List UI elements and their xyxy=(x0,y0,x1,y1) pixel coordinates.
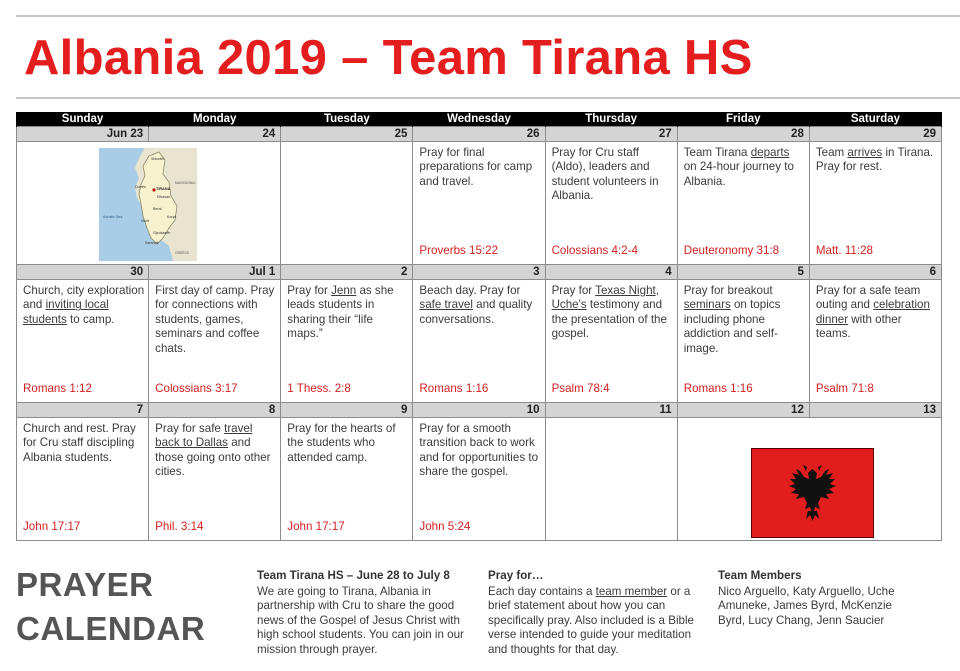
weekday-header: Saturday xyxy=(809,112,941,127)
date-label: 6 xyxy=(809,265,941,280)
prayer-text: Beach day. Pray for safe travel and quality conversations. xyxy=(419,284,533,326)
map-label: Korçë xyxy=(167,215,177,219)
map-label: TIRANA xyxy=(156,187,171,191)
prayer-text: Pray for Cru staff (Aldo), leaders and student volunteers in Albania. xyxy=(551,146,659,203)
prayer-text: Pray for safe travel back to Dallas and those going onto other cities. xyxy=(155,422,271,479)
weekday-header-row xyxy=(17,112,942,127)
date-label: 28 xyxy=(677,127,809,142)
bible-verse: Phil. 3:14 xyxy=(155,520,204,533)
map-label: Elbasan xyxy=(157,195,170,199)
date-label: 25 xyxy=(281,127,413,142)
prayer-text: Team Tirana departs on 24-hour journey to Albania. xyxy=(683,146,794,188)
map-label: MACEDONIA xyxy=(175,181,196,185)
content-row-week-3 xyxy=(17,418,942,541)
date-label: 5 xyxy=(677,265,809,280)
bible-verse: Psalm 78:4 xyxy=(551,382,610,395)
date-label: 2 xyxy=(281,265,413,280)
heading-line-2: CALENDAR xyxy=(16,610,206,647)
about-title: Team Tirana HS – June 28 to July 8 xyxy=(257,569,450,582)
map-label: Adriatic Sea xyxy=(103,215,123,219)
prayer-text: Team arrives in Tirana. Pray for rest. xyxy=(815,146,934,174)
bible-verse: 1 Thess. 2:8 xyxy=(287,382,351,395)
albania-flag-image xyxy=(751,448,874,538)
pray-for-body: Each day contains a team member or a brief statement about how you can specifically pray. Also included is a Bible verse intended to guide your meditation and thoughts for that day. xyxy=(488,584,694,656)
prayer-text: Pray for a smooth transition back to work and for opportunities to share the gospel. xyxy=(419,422,539,479)
day-cell-flag xyxy=(677,418,941,541)
day-cell xyxy=(545,142,677,265)
map-label: Durrës xyxy=(135,185,146,189)
date-label: 12 xyxy=(677,403,809,418)
bible-verse: Colossians 4:2-4 xyxy=(551,244,638,257)
date-label: 3 xyxy=(413,265,545,280)
date-label: 30 xyxy=(17,265,149,280)
day-cell xyxy=(17,418,149,541)
date-label: Jun 23 xyxy=(17,127,149,142)
weekday-header: Friday xyxy=(677,112,809,127)
day-cell xyxy=(809,280,941,403)
date-label: 29 xyxy=(809,127,941,142)
day-cell xyxy=(413,142,545,265)
heading-line-1: PRAYER xyxy=(16,566,154,603)
prayer-text: Pray for breakout seminars on topics including phone addiction and self-image. xyxy=(683,284,781,355)
bible-verse: Proverbs 15:22 xyxy=(419,244,499,257)
date-label: 10 xyxy=(413,403,545,418)
bible-verse: Romans 1:16 xyxy=(683,382,753,395)
date-row-week-1 xyxy=(17,127,942,142)
bible-verse: John 5:24 xyxy=(419,520,471,533)
day-cell xyxy=(413,280,545,403)
prayer-text: Church, city exploration and inviting local students to camp. xyxy=(23,284,145,326)
date-row-week-3 xyxy=(17,403,942,418)
date-label: Jul 1 xyxy=(149,265,281,280)
prayer-calendar-grid xyxy=(16,112,942,541)
bible-verse: John 17:17 xyxy=(287,520,345,533)
day-cell xyxy=(281,142,413,265)
team-members-column xyxy=(718,569,898,628)
day-cell xyxy=(677,280,809,403)
day-cell xyxy=(17,280,149,403)
day-cell xyxy=(545,280,677,403)
map-label: Berat xyxy=(153,207,162,211)
day-cell-map xyxy=(17,142,281,265)
prayer-text: Pray for the hearts of the students who attended camp. xyxy=(287,422,396,464)
date-label: 13 xyxy=(809,403,941,418)
prayer-text: Pray for Texas Night, Uche's testimony and the presentation of the gospel. xyxy=(551,284,667,341)
weekday-header: Sunday xyxy=(17,112,149,127)
date-label: 7 xyxy=(17,403,149,418)
weekday-header: Monday xyxy=(149,112,281,127)
bible-verse: Colossians 3:17 xyxy=(155,382,238,395)
map-label: Gjirokastër xyxy=(153,231,171,235)
bible-verse: Romans 1:16 xyxy=(419,382,489,395)
prayer-text: First day of camp. Pray for connections with students, games, seminars and coffee chats. xyxy=(155,284,275,355)
day-cell xyxy=(281,418,413,541)
about-column xyxy=(257,569,475,657)
prayer-calendar-heading xyxy=(16,563,205,651)
team-members-title: Team Members xyxy=(718,569,802,582)
prayer-text: Pray for Jenn as she leads students in sharing their “life maps.” xyxy=(287,284,394,341)
about-body: We are going to Tirana, Albania in partnership with Cru to share the good news of the Gospel of Jesus Christ with high school students. You can join in our mission through prayer. xyxy=(257,584,464,656)
pray-for-column xyxy=(488,569,706,657)
date-row-week-2 xyxy=(17,265,942,280)
weekday-header: Thursday xyxy=(545,112,677,127)
team-members-list: Nico Arguello, Katy Arguello, Uche Amuneke, James Byrd, McKenzie Byrd, Lucy Chang, Jenn Saucier xyxy=(718,584,895,627)
map-label: Shkodër xyxy=(151,157,165,161)
prayer-text: Church and rest. Pray for Cru staff discipling Albania students. xyxy=(23,422,136,464)
date-label: 27 xyxy=(545,127,677,142)
map-label: Vlorë xyxy=(141,219,150,223)
top-rule xyxy=(16,15,960,17)
weekday-header: Wednesday xyxy=(413,112,545,127)
date-label: 24 xyxy=(149,127,281,142)
day-cell xyxy=(149,280,281,403)
title-rule xyxy=(16,97,960,99)
date-label: 9 xyxy=(281,403,413,418)
bible-verse: Psalm 71:8 xyxy=(815,382,874,395)
content-row-week-1 xyxy=(17,142,942,265)
prayer-text: Pray for a safe team outing and celebration dinner with other teams. xyxy=(815,284,930,341)
date-label: 11 xyxy=(545,403,677,418)
albania-map-image xyxy=(99,148,197,261)
date-label: 8 xyxy=(149,403,281,418)
date-label: 26 xyxy=(413,127,545,142)
pray-for-title: Pray for… xyxy=(488,569,544,582)
double-headed-eagle-icon xyxy=(752,449,873,537)
day-cell xyxy=(545,418,677,541)
map-label: Sarandë xyxy=(145,241,159,245)
day-cell xyxy=(809,142,941,265)
bible-verse: John 17:17 xyxy=(23,520,81,533)
weekday-header: Tuesday xyxy=(281,112,413,127)
day-cell xyxy=(413,418,545,541)
content-row-week-2 xyxy=(17,280,942,403)
bible-verse: Deuteronomy 31:8 xyxy=(683,244,780,257)
day-cell xyxy=(149,418,281,541)
day-cell xyxy=(281,280,413,403)
prayer-text: Pray for final preparations for camp and travel. xyxy=(419,146,533,188)
map-label: GREECE xyxy=(175,251,190,255)
date-label: 4 xyxy=(545,265,677,280)
day-cell xyxy=(677,142,809,265)
bible-verse: Romans 1:12 xyxy=(23,382,92,395)
page-title: Albania 2019 – Team Tirana HS xyxy=(24,31,753,85)
bible-verse: Matt. 11:28 xyxy=(815,244,873,257)
